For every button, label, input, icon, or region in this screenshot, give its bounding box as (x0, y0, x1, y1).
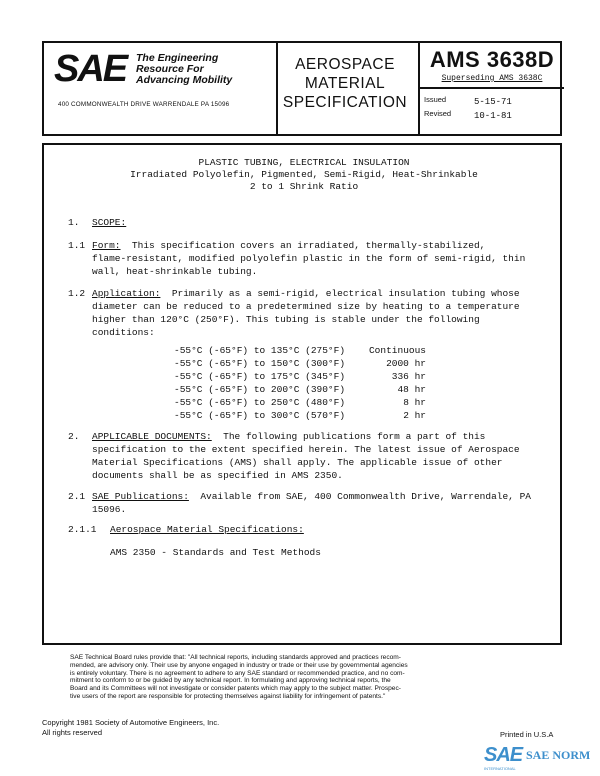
tagline-line: Advancing Mobility (136, 74, 233, 86)
disclaimer-line: SAE Technical Board rules provide that: "All technical reports, including standards approved and practices recom- (70, 654, 401, 661)
paragraph-line (92, 239, 485, 252)
paragraph-line: specification to the extent specified herein. The latest issue of Aerospace (92, 444, 520, 455)
disclaimer-line: is entirely voluntary. There is no agreement to adhere to any SAE standard or recommended practice, and no com- (70, 669, 405, 677)
title-line: 2 to 1 Shrink Ratio (249, 181, 359, 192)
board-disclaimer (70, 654, 530, 701)
condition-duration: 336 hr (391, 371, 426, 382)
watermark-small: INTERNATIONAL (484, 766, 516, 771)
disclaimer-line: Board and its Committees will not investigate or consider patents which may apply to the subject matter. Prospec- (70, 685, 401, 693)
paragraph-line (92, 430, 485, 443)
disclaimer-line: mended, are advisory only. Their use by anyone engaged in industry or trade or their use by governmental agencies (70, 661, 408, 669)
section-heading-ams: Aerospace Material Specifications: (110, 524, 304, 535)
sae-address: 400 COMMONWEALTH DRIVE WARRENDALE PA 15096 (58, 101, 230, 108)
section-heading-scope: SCOPE: (92, 217, 127, 228)
section-number: 1.2 (68, 288, 86, 299)
tagline-line: The Engineering (136, 52, 219, 64)
reference-item: AMS 2350 - Standards and Test Methods (110, 547, 321, 558)
section-number: 1.1 (68, 240, 86, 251)
revised-label: Revised (424, 109, 452, 118)
spec-type-line: MATERIAL (304, 75, 386, 92)
spec-type (280, 55, 410, 112)
sae-tagline (136, 53, 276, 86)
spec-body (42, 143, 562, 645)
section-number: 2. (68, 431, 80, 442)
paragraph-line: wall, heat-shrinkable tubing. (92, 266, 258, 277)
paragraph-line: higher than 120°C (250°F). This tubing is stable under the following (92, 314, 480, 325)
paragraph-line (92, 287, 520, 300)
copyright-line: Copyright 1981 Society of Automotive Engineers, Inc. (42, 718, 220, 727)
paragraph-line (92, 490, 531, 503)
spec-type-line: SPECIFICATION (282, 94, 408, 111)
paragraph-line: conditions: (92, 327, 155, 338)
paragraph-text: Primarily as a semi-rigid, electrical insulation tubing whose (171, 288, 520, 299)
spec-header (42, 41, 562, 136)
paragraph-line: Material Specifications (AMS) shall apply. The applicable issue of other (92, 457, 503, 468)
paragraph-text: The following publications form a part of this (223, 431, 486, 442)
tagline-line: Resource For (136, 63, 204, 75)
condition-range: -55°C (-65°F) to 175°C (345°F) (174, 371, 346, 382)
issued-label: Issued (424, 95, 447, 104)
superseding-note: Superseding AMS 3638C (441, 74, 543, 83)
condition-range: -55°C (-65°F) to 300°C (570°F) (174, 410, 346, 421)
watermark-text: SAE NORM (526, 748, 591, 762)
title-line: PLASTIC TUBING, ELECTRICAL INSULATION (198, 157, 410, 168)
section-heading-application: Application: (92, 288, 161, 299)
condition-range: -55°C (-65°F) to 250°C (480°F) (174, 397, 346, 408)
disclaimer-line: mitment to conform to or be guided by any technical report. In formulating and approving technical reports, the (70, 677, 391, 685)
condition-range: -55°C (-65°F) to 200°C (390°F) (174, 384, 346, 395)
section-number: 2.1.1 (68, 524, 97, 535)
section-heading-form: Form: (92, 240, 121, 251)
header-divider (276, 43, 278, 134)
paragraph-line: diameter can be reduced to a predetermined size by heating to a temperature (92, 301, 520, 312)
spec-type-line: AEROSPACE (295, 56, 395, 73)
revised-date: 10-1-81 (474, 111, 512, 121)
section-heading-sae-publications: SAE Publications: (92, 491, 189, 502)
condition-range: -55°C (-65°F) to 150°C (300°F) (174, 358, 346, 369)
title-line: Irradiated Polyolefin, Pigmented, Semi-Rigid, Heat-Shrinkable (130, 169, 478, 180)
section-number: 1. (68, 217, 80, 228)
paragraph-line: 15096. (92, 504, 127, 515)
condition-duration: 2000 hr (386, 358, 426, 369)
paragraph-text: Available from SAE, 400 Commonwealth Drive, Warrendale, PA (200, 491, 531, 502)
disclaimer-line: tive users of the report are responsible for protecting themselves against liability for infringement of patents." (70, 692, 386, 700)
condition-range: -55°C (-65°F) to 135°C (275°F) (174, 345, 346, 356)
section-number: 2.1 (68, 491, 86, 502)
issued-date: 5-15-71 (474, 97, 512, 107)
condition-duration: Continuous (368, 345, 426, 356)
condition-duration: 8 hr (403, 397, 426, 408)
copyright (42, 718, 219, 738)
paragraph-text: This specification covers an irradiated, thermally-stabilized, (131, 240, 486, 251)
watermark-logo: SAE (484, 744, 523, 766)
paragraph-line: documents shall be as specified in AMS 2350. (92, 470, 343, 481)
sae-logo: SAE (54, 48, 127, 90)
paragraph-line: flame-resistant, modified polyolefin plastic in the form of semi-rigid, thin (92, 253, 526, 264)
condition-duration: 48 hr (397, 384, 426, 395)
ams-number: AMS 3638D (429, 47, 555, 72)
sae-norm-watermark (484, 744, 596, 772)
rights-line: All rights reserved (42, 728, 103, 737)
printed-in: Printed in U.S.A (500, 730, 554, 739)
condition-duration: 2 hr (403, 410, 426, 421)
section-heading-documents: APPLICABLE DOCUMENTS: (92, 431, 212, 442)
header-divider (420, 87, 564, 89)
